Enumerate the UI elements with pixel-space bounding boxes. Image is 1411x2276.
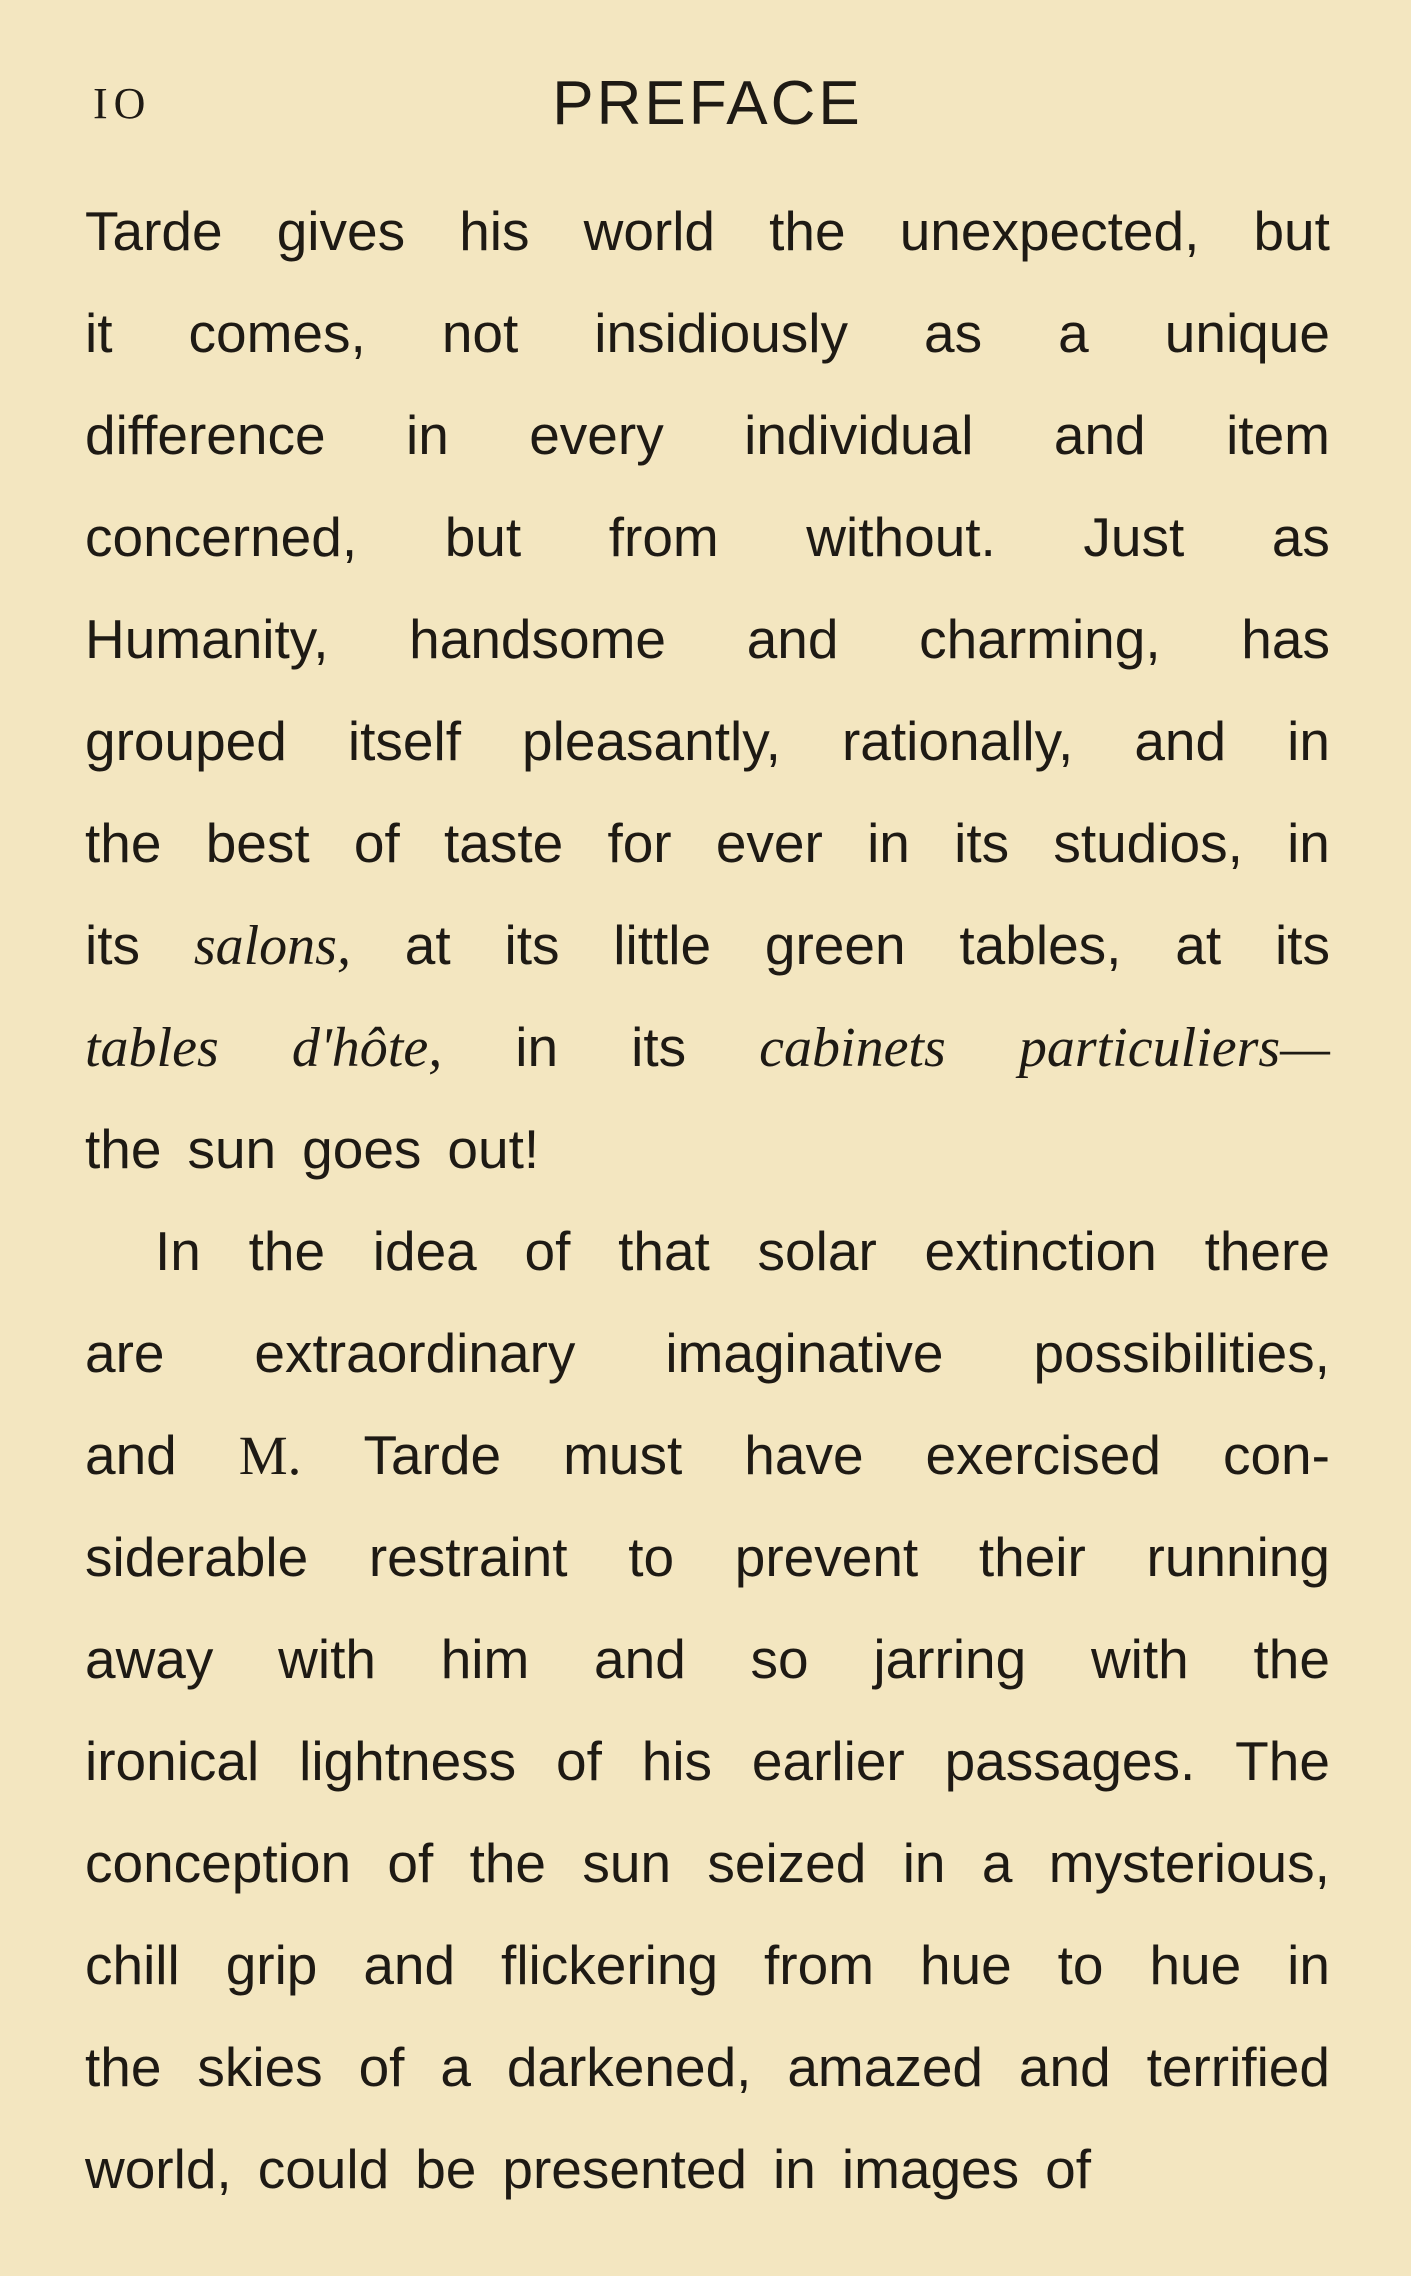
text-line <box>85 588 1330 690</box>
word: Humanity, <box>85 608 329 670</box>
word: images <box>841 2138 1020 2200</box>
word: in <box>902 1832 946 1894</box>
word: but <box>1253 200 1330 262</box>
word: hue <box>1149 1934 1242 1996</box>
text-line <box>85 1200 1330 1302</box>
word: in <box>515 1016 559 1078</box>
word: Tarde <box>85 200 223 262</box>
word: darkened, <box>506 2036 752 2098</box>
word: flickering <box>501 1934 719 1996</box>
text-line <box>85 384 1330 486</box>
word: possibilities, <box>1033 1322 1330 1384</box>
text-line <box>85 1404 1330 1506</box>
word: of <box>556 1730 602 1792</box>
word: chill <box>85 1934 180 1996</box>
word: in <box>773 2138 816 2200</box>
text-line <box>85 1710 1330 1812</box>
word: studios, <box>1053 812 1243 874</box>
page-number: IO <box>93 79 152 128</box>
word: the <box>85 812 162 874</box>
word: con- <box>1222 1424 1330 1486</box>
word: the <box>85 2036 162 2098</box>
word: from <box>764 1934 875 1996</box>
word: sun <box>187 1118 277 1180</box>
word: exercised <box>925 1424 1161 1486</box>
word: it <box>85 302 113 364</box>
word: and <box>746 608 839 670</box>
word: taste <box>443 812 564 874</box>
word: at <box>404 914 451 976</box>
word: with <box>1090 1628 1189 1690</box>
text-line <box>85 486 1330 588</box>
word: the <box>769 200 846 262</box>
text-line <box>85 2016 1330 2118</box>
word: insidiously <box>594 302 849 364</box>
word: Just <box>1083 506 1185 568</box>
word: every <box>529 404 664 466</box>
word: world <box>583 200 716 262</box>
word: and <box>1053 404 1146 466</box>
word: the <box>1253 1628 1330 1690</box>
word: of <box>353 812 400 874</box>
word: prevent <box>734 1526 919 1588</box>
text-line <box>85 690 1330 792</box>
word: the <box>469 1832 547 1894</box>
word: a <box>981 1832 1013 1894</box>
word: salons, <box>193 915 351 977</box>
word: be <box>415 2138 477 2200</box>
word: extraordinary <box>254 1322 576 1384</box>
word: its <box>631 1016 687 1078</box>
word: earlier <box>751 1730 905 1792</box>
word: tables, <box>959 914 1122 976</box>
word: in <box>1287 1934 1330 1996</box>
word: its <box>85 914 140 976</box>
word: itself <box>347 710 461 772</box>
word: grouped <box>85 710 287 772</box>
word: in <box>405 404 449 466</box>
word: there <box>1204 1220 1330 1282</box>
word: without. <box>806 506 996 568</box>
word: with <box>278 1628 376 1690</box>
word: restraint <box>368 1526 568 1588</box>
word: and <box>85 1424 177 1486</box>
word: handsome <box>409 608 667 670</box>
word: their <box>978 1526 1086 1588</box>
word: and <box>594 1628 686 1690</box>
word: little <box>613 914 712 976</box>
word: solar <box>757 1220 877 1282</box>
word: item <box>1226 404 1330 466</box>
word: rationally, <box>841 710 1074 772</box>
word: as <box>924 302 983 364</box>
word: idea <box>372 1220 477 1282</box>
word: that <box>618 1220 710 1282</box>
text-line <box>85 1098 1330 1200</box>
word: individual <box>744 404 974 466</box>
word: as <box>1271 506 1330 568</box>
word: sun <box>582 1832 672 1894</box>
text-line <box>85 1506 1330 1608</box>
word: his <box>459 200 530 262</box>
word: and <box>1134 710 1227 772</box>
word: a <box>1058 302 1089 364</box>
text-line <box>85 2118 1330 2220</box>
word: seized <box>707 1832 867 1894</box>
word: mysterious, <box>1048 1832 1330 1894</box>
word: in <box>1287 812 1330 874</box>
word: pleasantly, <box>522 710 781 772</box>
word: goes <box>302 1118 422 1180</box>
word: not <box>441 302 519 364</box>
page-title: PREFACE <box>552 69 863 138</box>
word: ironical <box>85 1730 260 1792</box>
word: could <box>257 2138 390 2200</box>
word: imaginative <box>665 1322 944 1384</box>
word: gives <box>276 200 406 262</box>
running-head <box>85 62 1330 152</box>
word: the <box>85 1118 162 1180</box>
word: in <box>1287 710 1330 772</box>
word: to <box>628 1526 675 1588</box>
word: ever <box>715 812 823 874</box>
word: grip <box>225 1934 318 1996</box>
text-line <box>85 1302 1330 1404</box>
text-line <box>85 282 1330 384</box>
word: have <box>744 1424 864 1486</box>
word: of <box>358 2036 405 2098</box>
word: concerned, <box>85 506 358 568</box>
word: of <box>524 1220 571 1282</box>
text-line <box>85 792 1330 894</box>
word: in <box>867 812 910 874</box>
word: a <box>440 2036 471 2098</box>
word: from <box>608 506 719 568</box>
text-line <box>85 1812 1330 1914</box>
word: must <box>563 1424 683 1486</box>
text-line <box>85 996 1330 1098</box>
word: of <box>1045 2138 1092 2200</box>
text-line <box>85 1914 1330 2016</box>
text-line <box>85 894 1330 996</box>
word: cabinets <box>759 1017 946 1079</box>
word: out! <box>447 1118 540 1180</box>
word: comes, <box>188 302 366 364</box>
word: Tarde <box>363 1424 502 1486</box>
word: amazed <box>787 2036 984 2098</box>
word: to <box>1057 1934 1104 1996</box>
word: his <box>641 1730 713 1792</box>
word: him <box>440 1628 530 1690</box>
body-text <box>85 180 1330 2220</box>
word: particuliers— <box>1018 1017 1330 1079</box>
word: presented <box>502 2138 748 2200</box>
text-line <box>85 180 1330 282</box>
word: its <box>504 914 560 976</box>
word: best <box>205 812 310 874</box>
word: terrified <box>1146 2036 1330 2098</box>
word: and <box>363 1934 456 1996</box>
word: passages. <box>944 1730 1196 1792</box>
word: for <box>607 812 672 874</box>
word: siderable <box>85 1526 309 1588</box>
word: extinction <box>924 1220 1157 1282</box>
word: unique <box>1164 302 1330 364</box>
word: M. <box>238 1425 302 1486</box>
word: its <box>954 812 1010 874</box>
word: of <box>387 1832 434 1894</box>
word: The <box>1235 1730 1330 1792</box>
word: skies <box>197 2036 323 2098</box>
word: d'hôte, <box>291 1017 443 1079</box>
word: are <box>85 1322 165 1384</box>
word: tables <box>85 1017 219 1079</box>
word: has <box>1241 608 1330 670</box>
word: world, <box>85 2138 232 2200</box>
word: hue <box>919 1934 1012 1996</box>
word: at <box>1175 914 1222 976</box>
word: so <box>750 1628 809 1690</box>
word: difference <box>85 404 326 466</box>
word: unexpected, <box>899 200 1200 262</box>
text-line <box>85 1608 1330 1710</box>
word: jarring <box>873 1628 1027 1690</box>
word: conception <box>85 1832 352 1894</box>
word: In <box>155 1220 201 1282</box>
word: charming, <box>919 608 1161 670</box>
word: the <box>248 1220 326 1282</box>
word: and <box>1018 2036 1111 2098</box>
word: running <box>1146 1526 1330 1588</box>
word: away <box>85 1628 214 1690</box>
word: its <box>1274 914 1330 976</box>
word: but <box>444 506 522 568</box>
word: lightness <box>299 1730 517 1792</box>
word: green <box>764 914 906 976</box>
